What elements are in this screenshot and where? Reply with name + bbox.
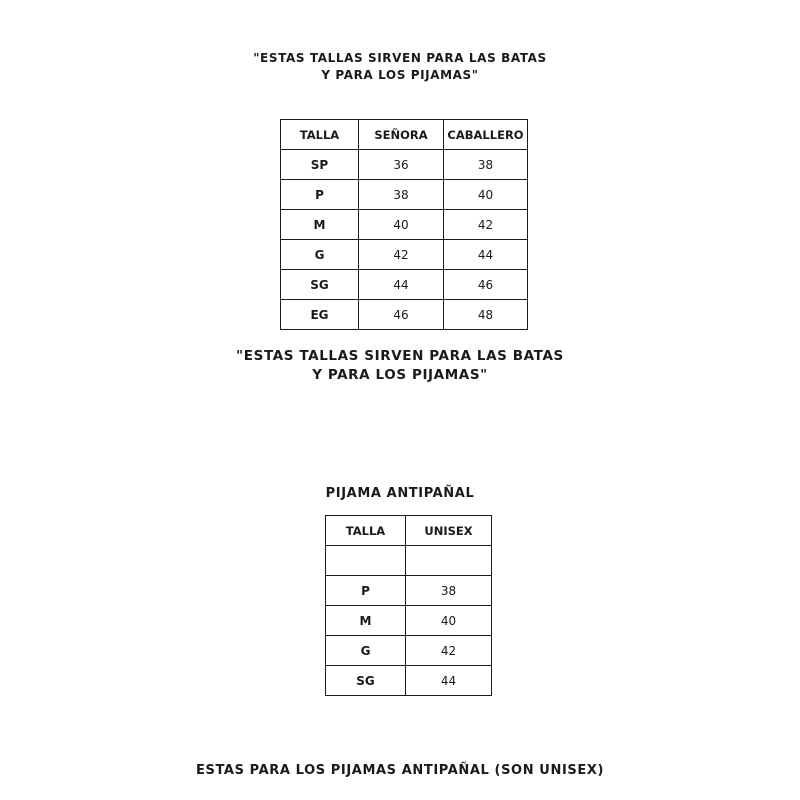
header-talla: TALLA xyxy=(281,120,359,150)
cell-talla: SP xyxy=(281,150,359,180)
table-header-row xyxy=(326,516,492,546)
cell-unisex: 38 xyxy=(406,576,492,606)
cell-talla: M xyxy=(326,606,406,636)
table-row xyxy=(326,636,492,666)
cell-caballero: 42 xyxy=(444,210,528,240)
size-table-batas-pijamas xyxy=(280,119,528,330)
cell-talla xyxy=(326,546,406,576)
cell-talla: G xyxy=(326,636,406,666)
table-row xyxy=(281,300,528,330)
table-header-row xyxy=(281,120,528,150)
mid-note-line2: Y PARA LOS PIJAMAS" xyxy=(312,367,488,383)
cell-senora: 42 xyxy=(359,240,444,270)
cell-senora: 44 xyxy=(359,270,444,300)
cell-senora: 46 xyxy=(359,300,444,330)
header-unisex: UNISEX xyxy=(406,516,492,546)
bottom-note: ESTAS PARA LOS PIJAMAS ANTIPAÑAL (SON UNISEX) xyxy=(196,763,604,778)
table-row xyxy=(326,606,492,636)
cell-caballero: 40 xyxy=(444,180,528,210)
cell-talla: EG xyxy=(281,300,359,330)
cell-caballero: 38 xyxy=(444,150,528,180)
table-row xyxy=(281,150,528,180)
mid-note xyxy=(0,347,800,385)
cell-caballero: 48 xyxy=(444,300,528,330)
header-talla: TALLA xyxy=(326,516,406,546)
cell-unisex: 40 xyxy=(406,606,492,636)
cell-senora: 36 xyxy=(359,150,444,180)
cell-talla: P xyxy=(326,576,406,606)
cell-talla: P xyxy=(281,180,359,210)
top-note-line2: Y PARA LOS PIJAMAS" xyxy=(321,68,479,82)
table-row xyxy=(281,210,528,240)
header-senora: SEÑORA xyxy=(359,120,444,150)
table-row xyxy=(281,180,528,210)
size-table-antipanal xyxy=(325,515,492,696)
cell-talla: SG xyxy=(326,666,406,696)
cell-senora: 40 xyxy=(359,210,444,240)
top-note-line1: "ESTAS TALLAS SIRVEN PARA LAS BATAS xyxy=(253,51,547,65)
mid-note-line1: "ESTAS TALLAS SIRVEN PARA LAS BATAS xyxy=(236,348,564,364)
cell-talla: G xyxy=(281,240,359,270)
cell-talla: M xyxy=(281,210,359,240)
header-caballero: CABALLERO xyxy=(444,120,528,150)
cell-caballero: 44 xyxy=(444,240,528,270)
cell-unisex: 42 xyxy=(406,636,492,666)
cell-talla: SG xyxy=(281,270,359,300)
top-note xyxy=(0,50,800,84)
table-row xyxy=(326,666,492,696)
table-row xyxy=(326,546,492,576)
table-row xyxy=(326,576,492,606)
cell-unisex xyxy=(406,546,492,576)
cell-unisex: 44 xyxy=(406,666,492,696)
cell-caballero: 46 xyxy=(444,270,528,300)
cell-senora: 38 xyxy=(359,180,444,210)
antipanal-title: PIJAMA ANTIPAÑAL xyxy=(325,486,475,501)
table-row xyxy=(281,270,528,300)
table-row xyxy=(281,240,528,270)
